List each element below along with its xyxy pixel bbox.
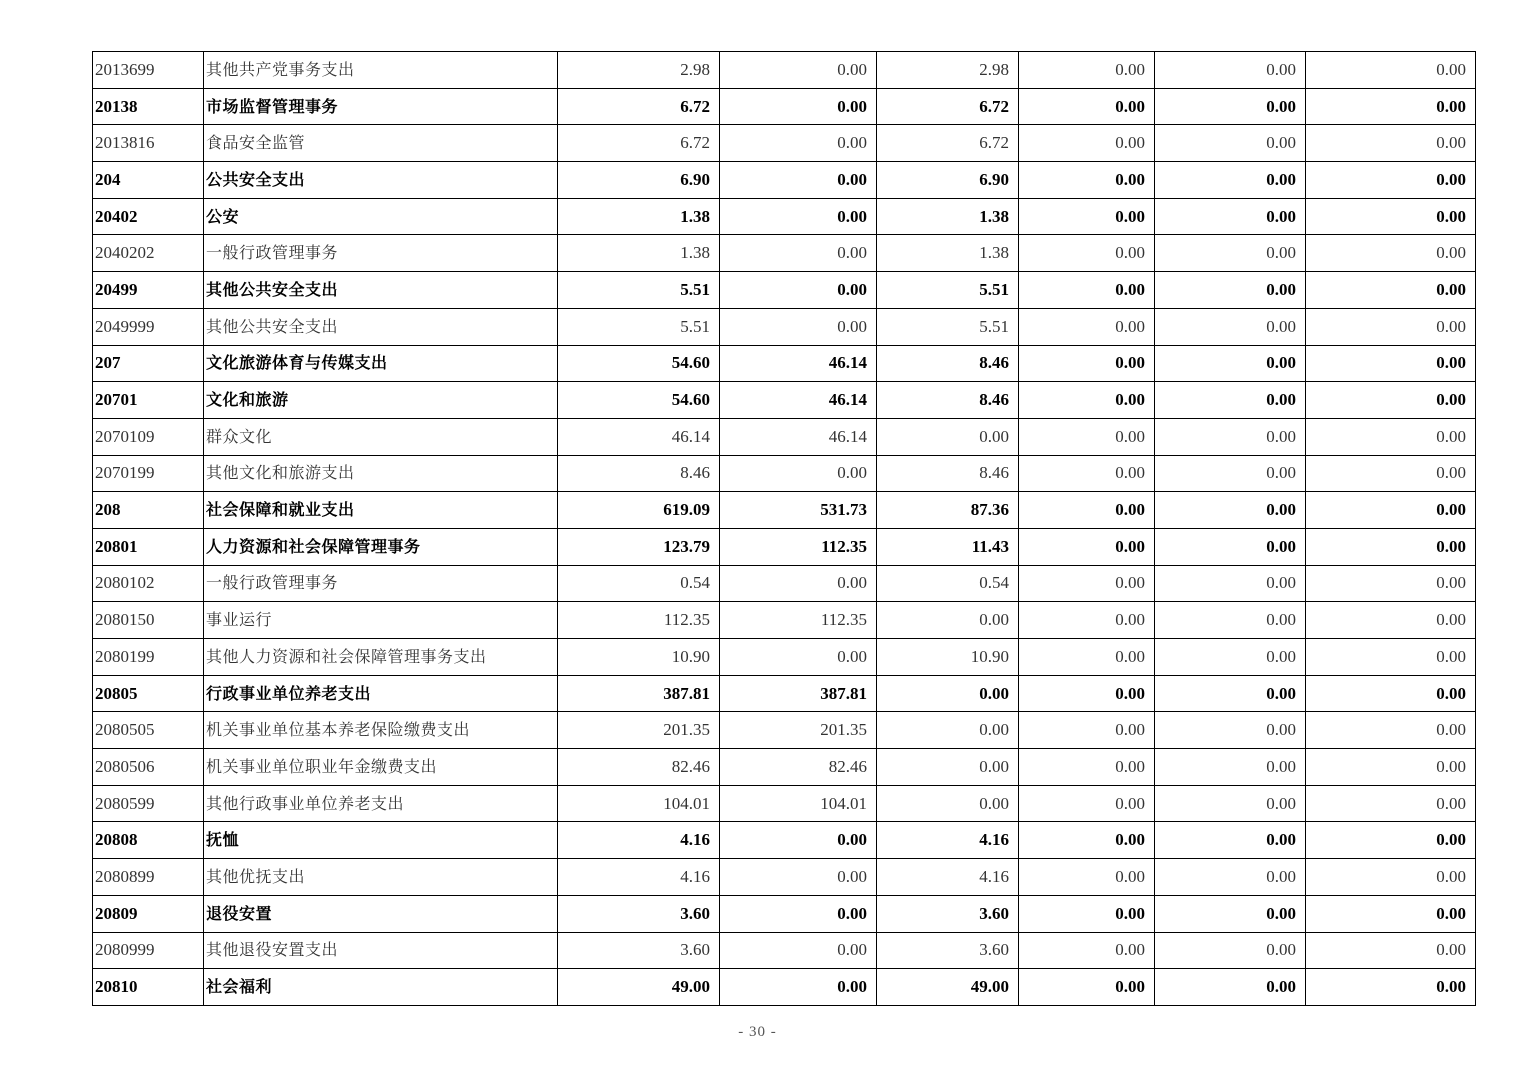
amount-cell: 87.36 (877, 492, 1019, 529)
amount-cell: 0.00 (1019, 785, 1155, 822)
table-row (93, 492, 1476, 529)
amount-cell: 0.00 (1019, 675, 1155, 712)
amount-cell: 0.00 (1019, 162, 1155, 199)
amount-cell: 0.00 (1155, 235, 1306, 272)
amount-cell: 46.14 (720, 345, 877, 382)
subject-code-cell: 2080102 (93, 565, 204, 602)
amount-cell: 11.43 (877, 528, 1019, 565)
amount-cell: 0.00 (720, 969, 877, 1006)
subject-name-cell: 其他共产党事务支出 (204, 52, 558, 89)
amount-cell: 2.98 (877, 52, 1019, 89)
budget-table (92, 51, 1476, 1006)
amount-cell: 6.72 (558, 88, 720, 125)
amount-cell: 0.00 (1306, 52, 1476, 89)
amount-cell: 0.00 (1155, 639, 1306, 676)
subject-name-cell: 事业运行 (204, 602, 558, 639)
amount-cell: 0.00 (1155, 308, 1306, 345)
subject-code-cell: 2013699 (93, 52, 204, 89)
table-row (93, 308, 1476, 345)
amount-cell: 0.00 (720, 88, 877, 125)
subject-code-cell: 20808 (93, 822, 204, 859)
amount-cell: 1.38 (558, 235, 720, 272)
amount-cell: 0.00 (1019, 272, 1155, 309)
table-row (93, 272, 1476, 309)
amount-cell: 0.00 (720, 639, 877, 676)
amount-cell: 0.54 (558, 565, 720, 602)
subject-code-cell: 20805 (93, 675, 204, 712)
amount-cell: 0.00 (1306, 382, 1476, 419)
amount-cell: 0.00 (877, 785, 1019, 822)
amount-cell: 46.14 (558, 418, 720, 455)
amount-cell: 6.90 (558, 162, 720, 199)
amount-cell: 3.60 (558, 932, 720, 969)
table-row (93, 932, 1476, 969)
amount-cell: 0.00 (1306, 749, 1476, 786)
subject-code-cell: 2080599 (93, 785, 204, 822)
amount-cell: 54.60 (558, 345, 720, 382)
amount-cell: 0.00 (1155, 418, 1306, 455)
amount-cell: 201.35 (720, 712, 877, 749)
subject-name-cell: 食品安全监管 (204, 125, 558, 162)
amount-cell: 0.00 (1306, 418, 1476, 455)
amount-cell: 0.00 (1019, 492, 1155, 529)
subject-name-cell: 其他行政事业单位养老支出 (204, 785, 558, 822)
subject-code-cell: 2013816 (93, 125, 204, 162)
table-row (93, 52, 1476, 89)
table-row (93, 345, 1476, 382)
amount-cell: 0.00 (1306, 125, 1476, 162)
amount-cell: 0.00 (1306, 345, 1476, 382)
table-row (93, 88, 1476, 125)
table-row (93, 125, 1476, 162)
amount-cell: 0.00 (877, 712, 1019, 749)
subject-code-cell: 20499 (93, 272, 204, 309)
amount-cell: 5.51 (877, 308, 1019, 345)
amount-cell: 0.00 (1019, 382, 1155, 419)
amount-cell: 0.00 (1019, 859, 1155, 896)
amount-cell: 201.35 (558, 712, 720, 749)
subject-code-cell: 207 (93, 345, 204, 382)
amount-cell: 0.00 (1155, 932, 1306, 969)
amount-cell: 0.00 (1019, 749, 1155, 786)
amount-cell: 3.60 (877, 932, 1019, 969)
amount-cell: 3.60 (558, 895, 720, 932)
table-row (93, 455, 1476, 492)
subject-name-cell: 其他优抚支出 (204, 859, 558, 896)
amount-cell: 123.79 (558, 528, 720, 565)
amount-cell: 0.00 (720, 308, 877, 345)
amount-cell: 0.00 (1306, 785, 1476, 822)
table-row (93, 162, 1476, 199)
amount-cell: 0.00 (1155, 565, 1306, 602)
amount-cell: 0.00 (1306, 198, 1476, 235)
amount-cell: 0.00 (1306, 235, 1476, 272)
amount-cell: 5.51 (558, 272, 720, 309)
table-row (93, 969, 1476, 1006)
table-row (93, 785, 1476, 822)
amount-cell: 0.00 (1306, 528, 1476, 565)
amount-cell: 49.00 (558, 969, 720, 1006)
amount-cell: 4.16 (558, 859, 720, 896)
amount-cell: 0.00 (1306, 455, 1476, 492)
subject-name-cell: 行政事业单位养老支出 (204, 675, 558, 712)
amount-cell: 0.00 (1306, 932, 1476, 969)
subject-code-cell: 2080899 (93, 859, 204, 896)
page-number: - 30 - (738, 1024, 777, 1040)
amount-cell: 46.14 (720, 382, 877, 419)
subject-name-cell: 社会保障和就业支出 (204, 492, 558, 529)
amount-cell: 112.35 (720, 602, 877, 639)
amount-cell: 0.00 (1155, 382, 1306, 419)
amount-cell: 0.00 (1019, 895, 1155, 932)
amount-cell: 0.00 (1019, 198, 1155, 235)
amount-cell: 0.00 (1155, 88, 1306, 125)
amount-cell: 387.81 (720, 675, 877, 712)
amount-cell: 5.51 (558, 308, 720, 345)
amount-cell: 5.51 (877, 272, 1019, 309)
subject-code-cell: 2080199 (93, 639, 204, 676)
amount-cell: 0.00 (1306, 308, 1476, 345)
amount-cell: 0.00 (1155, 272, 1306, 309)
subject-name-cell: 公共安全支出 (204, 162, 558, 199)
amount-cell: 0.00 (1306, 859, 1476, 896)
table-row (93, 418, 1476, 455)
table-row (93, 565, 1476, 602)
amount-cell: 0.00 (1019, 528, 1155, 565)
subject-name-cell: 群众文化 (204, 418, 558, 455)
table-row (93, 675, 1476, 712)
amount-cell: 0.00 (1019, 418, 1155, 455)
subject-name-cell: 社会福利 (204, 969, 558, 1006)
subject-name-cell: 机关事业单位基本养老保险缴费支出 (204, 712, 558, 749)
amount-cell: 0.54 (877, 565, 1019, 602)
subject-code-cell: 2049999 (93, 308, 204, 345)
amount-cell: 49.00 (877, 969, 1019, 1006)
amount-cell: 0.00 (1306, 895, 1476, 932)
amount-cell: 6.90 (877, 162, 1019, 199)
amount-cell: 0.00 (1155, 52, 1306, 89)
amount-cell: 0.00 (720, 822, 877, 859)
amount-cell: 10.90 (558, 639, 720, 676)
amount-cell: 0.00 (1155, 162, 1306, 199)
table-row (93, 822, 1476, 859)
amount-cell: 0.00 (1306, 639, 1476, 676)
subject-code-cell: 208 (93, 492, 204, 529)
amount-cell: 0.00 (1019, 602, 1155, 639)
subject-name-cell: 其他公共安全支出 (204, 272, 558, 309)
amount-cell: 6.72 (558, 125, 720, 162)
amount-cell: 0.00 (1155, 492, 1306, 529)
amount-cell: 0.00 (1155, 528, 1306, 565)
table-row (93, 639, 1476, 676)
table-row (93, 859, 1476, 896)
amount-cell: 4.16 (877, 822, 1019, 859)
amount-cell: 0.00 (1019, 308, 1155, 345)
table-body (93, 52, 1476, 1006)
amount-cell: 0.00 (1019, 455, 1155, 492)
amount-cell: 0.00 (1306, 565, 1476, 602)
subject-name-cell: 其他退役安置支出 (204, 932, 558, 969)
amount-cell: 0.00 (1306, 712, 1476, 749)
amount-cell: 0.00 (1019, 235, 1155, 272)
subject-code-cell: 204 (93, 162, 204, 199)
amount-cell: 6.72 (877, 125, 1019, 162)
amount-cell: 0.00 (1306, 822, 1476, 859)
subject-code-cell: 20801 (93, 528, 204, 565)
table-row (93, 198, 1476, 235)
amount-cell: 0.00 (877, 602, 1019, 639)
subject-name-cell: 一般行政管理事务 (204, 235, 558, 272)
amount-cell: 2.98 (558, 52, 720, 89)
amount-cell: 0.00 (720, 895, 877, 932)
amount-cell: 0.00 (1306, 492, 1476, 529)
amount-cell: 0.00 (1155, 895, 1306, 932)
amount-cell: 0.00 (1155, 345, 1306, 382)
amount-cell: 6.72 (877, 88, 1019, 125)
amount-cell: 104.01 (558, 785, 720, 822)
amount-cell: 0.00 (720, 52, 877, 89)
subject-code-cell: 20809 (93, 895, 204, 932)
amount-cell: 0.00 (1306, 969, 1476, 1006)
subject-name-cell: 人力资源和社会保障管理事务 (204, 528, 558, 565)
subject-code-cell: 2080505 (93, 712, 204, 749)
amount-cell: 0.00 (1306, 675, 1476, 712)
amount-cell: 0.00 (1019, 88, 1155, 125)
amount-cell: 82.46 (558, 749, 720, 786)
subject-name-cell: 公安 (204, 198, 558, 235)
table-row (93, 235, 1476, 272)
amount-cell: 0.00 (1306, 88, 1476, 125)
subject-name-cell: 抚恤 (204, 822, 558, 859)
table-row (93, 382, 1476, 419)
subject-code-cell: 20701 (93, 382, 204, 419)
subject-code-cell: 2040202 (93, 235, 204, 272)
table-row (93, 895, 1476, 932)
amount-cell: 0.00 (1155, 675, 1306, 712)
amount-cell: 0.00 (720, 455, 877, 492)
amount-cell: 104.01 (720, 785, 877, 822)
table-row (93, 749, 1476, 786)
subject-code-cell: 2080150 (93, 602, 204, 639)
amount-cell: 0.00 (1019, 345, 1155, 382)
amount-cell: 0.00 (1019, 565, 1155, 602)
subject-name-cell: 其他文化和旅游支出 (204, 455, 558, 492)
amount-cell: 0.00 (1155, 198, 1306, 235)
subject-name-cell: 其他人力资源和社会保障管理事务支出 (204, 639, 558, 676)
amount-cell: 0.00 (1019, 639, 1155, 676)
subject-code-cell: 20138 (93, 88, 204, 125)
subject-code-cell: 2070199 (93, 455, 204, 492)
amount-cell: 0.00 (877, 749, 1019, 786)
subject-code-cell: 2070109 (93, 418, 204, 455)
amount-cell: 0.00 (877, 675, 1019, 712)
amount-cell: 387.81 (558, 675, 720, 712)
amount-cell: 0.00 (1155, 785, 1306, 822)
amount-cell: 0.00 (1155, 712, 1306, 749)
amount-cell: 0.00 (1019, 932, 1155, 969)
amount-cell: 0.00 (1155, 822, 1306, 859)
amount-cell: 0.00 (720, 162, 877, 199)
table-row (93, 528, 1476, 565)
amount-cell: 1.38 (558, 198, 720, 235)
subject-name-cell: 退役安置 (204, 895, 558, 932)
amount-cell: 0.00 (877, 418, 1019, 455)
amount-cell: 0.00 (1306, 272, 1476, 309)
amount-cell: 0.00 (720, 272, 877, 309)
amount-cell: 46.14 (720, 418, 877, 455)
amount-cell: 8.46 (877, 455, 1019, 492)
subject-name-cell: 文化旅游体育与传媒支出 (204, 345, 558, 382)
amount-cell: 0.00 (720, 859, 877, 896)
subject-name-cell: 机关事业单位职业年金缴费支出 (204, 749, 558, 786)
subject-name-cell: 市场监督管理事务 (204, 88, 558, 125)
subject-name-cell: 文化和旅游 (204, 382, 558, 419)
table-row (93, 712, 1476, 749)
amount-cell: 10.90 (877, 639, 1019, 676)
amount-cell: 82.46 (720, 749, 877, 786)
budget-table-container (92, 51, 1475, 1006)
amount-cell: 0.00 (1019, 712, 1155, 749)
subject-name-cell: 其他公共安全支出 (204, 308, 558, 345)
amount-cell: 0.00 (720, 235, 877, 272)
amount-cell: 3.60 (877, 895, 1019, 932)
amount-cell: 0.00 (1155, 455, 1306, 492)
amount-cell: 1.38 (877, 198, 1019, 235)
amount-cell: 4.16 (558, 822, 720, 859)
amount-cell: 0.00 (720, 125, 877, 162)
amount-cell: 112.35 (720, 528, 877, 565)
amount-cell: 0.00 (720, 565, 877, 602)
amount-cell: 531.73 (720, 492, 877, 529)
subject-name-cell: 一般行政管理事务 (204, 565, 558, 602)
subject-code-cell: 2080999 (93, 932, 204, 969)
amount-cell: 0.00 (1019, 52, 1155, 89)
amount-cell: 1.38 (877, 235, 1019, 272)
amount-cell: 0.00 (1019, 125, 1155, 162)
amount-cell: 112.35 (558, 602, 720, 639)
amount-cell: 8.46 (877, 345, 1019, 382)
amount-cell: 0.00 (1155, 859, 1306, 896)
table-row (93, 602, 1476, 639)
amount-cell: 0.00 (1019, 822, 1155, 859)
subject-code-cell: 20810 (93, 969, 204, 1006)
amount-cell: 8.46 (877, 382, 1019, 419)
amount-cell: 0.00 (1155, 125, 1306, 162)
amount-cell: 0.00 (1306, 602, 1476, 639)
amount-cell: 0.00 (720, 198, 877, 235)
amount-cell: 0.00 (1155, 969, 1306, 1006)
subject-code-cell: 20402 (93, 198, 204, 235)
amount-cell: 0.00 (1155, 749, 1306, 786)
subject-code-cell: 2080506 (93, 749, 204, 786)
amount-cell: 0.00 (720, 932, 877, 969)
amount-cell: 0.00 (1155, 602, 1306, 639)
amount-cell: 0.00 (1306, 162, 1476, 199)
amount-cell: 4.16 (877, 859, 1019, 896)
amount-cell: 0.00 (1019, 969, 1155, 1006)
amount-cell: 54.60 (558, 382, 720, 419)
amount-cell: 8.46 (558, 455, 720, 492)
amount-cell: 619.09 (558, 492, 720, 529)
